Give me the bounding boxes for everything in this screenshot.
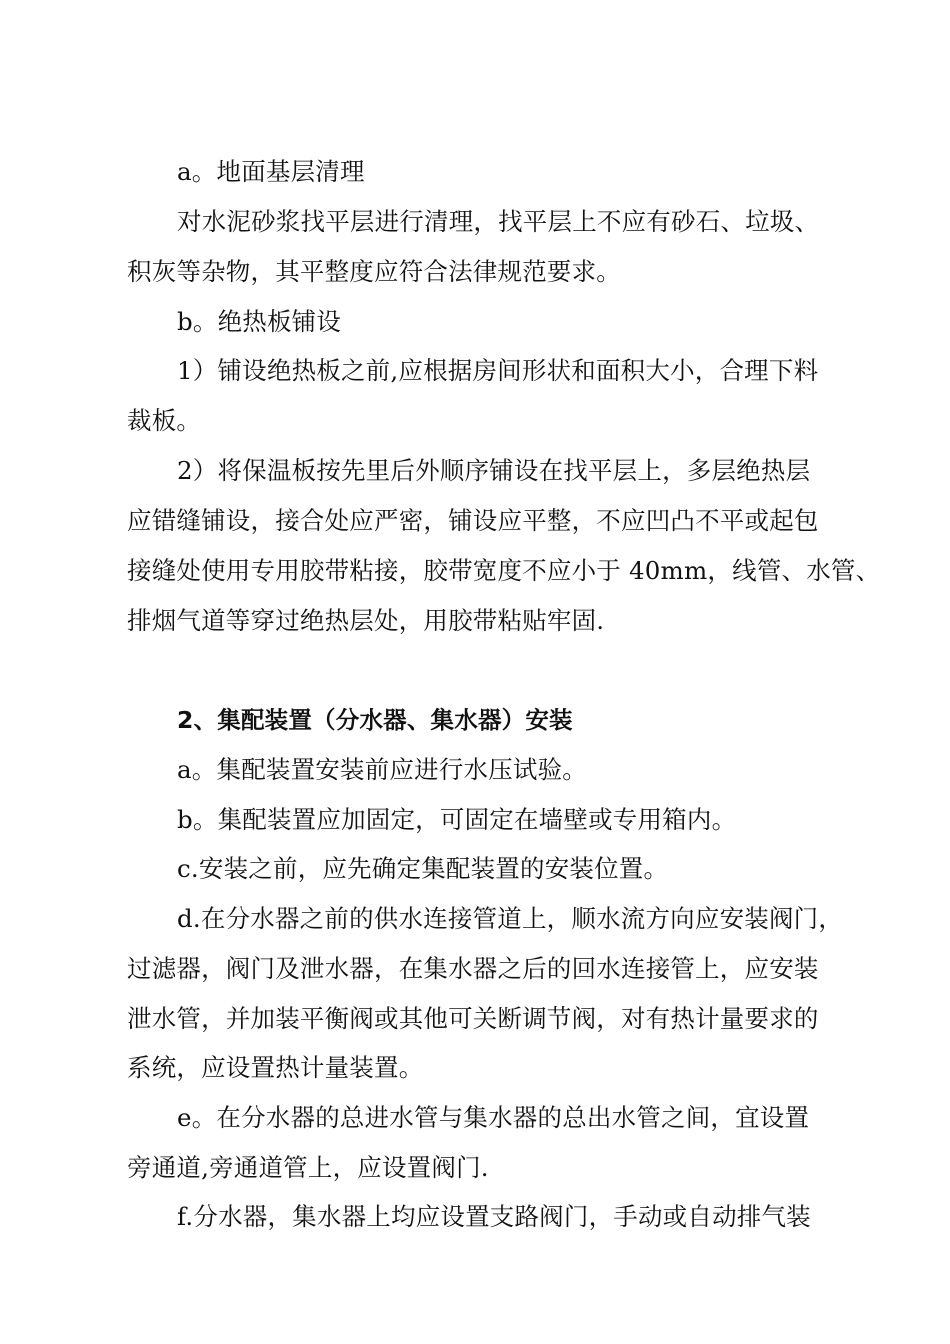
section1-b2-line2: 应错缝铺设，接合处应严密，铺设应平整，不应凹凸不平或起包 [127, 506, 819, 535]
section1-b2-line3: 接缝处使用专用胶带粘接，胶带宽度不应小于 40mm，线管、水管、 [127, 556, 881, 585]
section2-c: c.安装之前，应先确定集配装置的安装位置。 [177, 854, 669, 883]
section2-e-line2: 旁通道,旁通道管上，应设置阀门. [127, 1153, 489, 1182]
section1-a-title: a。地面基层清理 [177, 157, 365, 186]
section2-b: b。集配装置应加固定，可固定在墙壁或专用箱内。 [177, 805, 737, 834]
section1-b1-line1: 1）铺设绝热板之前,应根据房间形状和面积大小，合理下料 [177, 356, 819, 385]
section1-a-paragraph-line2: 积灰等杂物，其平整度应符合法律规范要求。 [127, 257, 621, 286]
section2-f-line1: f.分水器，集水器上均应设置支路阀门，手动或自动排气装 [177, 1202, 811, 1231]
section2-d-line3: 泄水管，并加装平衡阀或其他可关断调节阀，对有热计量要求的 [127, 1004, 819, 1033]
section1-b-title: b。绝热板铺设 [177, 307, 342, 336]
section2-d-line2: 过滤器，阀门及泄水器，在集水器之后的回水连接管上，应安装 [127, 954, 819, 983]
section1-b2-line4: 排烟气道等穿过绝热层处，用胶带粘贴牢固. [127, 606, 605, 635]
section2-d-line1: d.在分水器之前的供水连接管道上，顺水流方向应安装阀门， [177, 904, 844, 933]
section2-a: a。集配装置安装前应进行水压试验。 [177, 755, 588, 784]
section2-heading: 2、集配装置（分水器、集水器）安装 [177, 706, 573, 734]
section1-a-paragraph-line1: 对水泥砂浆找平层进行清理，找平层上不应有砂石、垃圾、 [177, 207, 820, 236]
section1-b1-line2: 裁板。 [127, 406, 202, 435]
section2-d-line4: 系统，应设置热计量装置。 [127, 1053, 424, 1082]
section1-b2-line1: 2）将保温板按先里后外顺序铺设在找平层上，多层绝热层 [177, 456, 811, 485]
section2-e-line1: e。在分水器的总进水管与集水器的总出水管之间，宜设置 [177, 1103, 810, 1132]
